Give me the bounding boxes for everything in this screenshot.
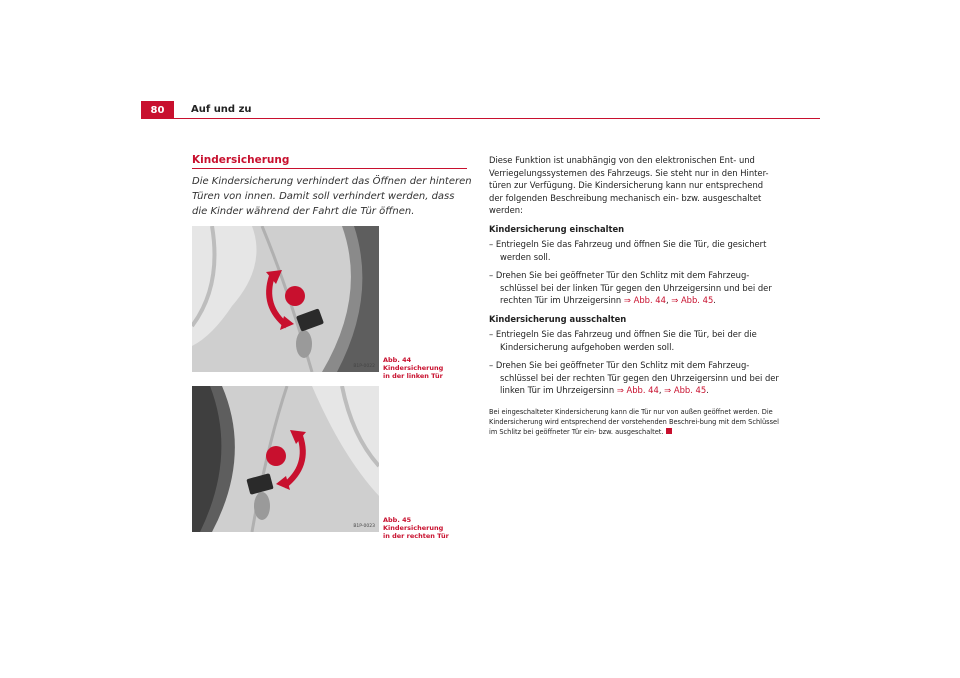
heading-lock-on: Kindersicherung einschalten	[489, 223, 625, 234]
separator: ,	[658, 385, 665, 395]
separator: ,	[665, 295, 672, 305]
caption-line: in der linken Tür	[383, 372, 443, 380]
section-title-rule	[192, 168, 467, 169]
caption-line: Abb. 44 Kindersicherung	[383, 356, 444, 372]
step-off-1: – Entriegeln Sie das Fahrzeug und öffnen Sie die Tür, bei der die Kindersicherung aufgehoben werden soll.	[489, 329, 757, 352]
caption-line: Abb. 45 Kindersicherung	[383, 516, 444, 532]
xref-abb-44[interactable]: ⇒ Abb. 44	[616, 385, 659, 395]
xref-abb-45[interactable]: ⇒ Abb. 45	[671, 295, 714, 305]
page-number: 80	[141, 101, 174, 119]
step-on-2-text: – Drehen Sie bei geöffneter Tür den Schlitz mit dem Fahrzeug-schlüssel bei der linken Tür gegen den Uhrzeigersinn und bei der rechten Tür im Uhrzeigersinn	[489, 270, 772, 305]
section-intro: Die Kindersicherung verhindert das Öffnen der hinteren Türen von innen. Damit soll verhindert werden, dass die Kinder während der Fahrt die Tür öffnen.	[192, 176, 472, 217]
figure-child-lock-right-door	[192, 386, 379, 532]
door-lock-illustration-right	[192, 386, 379, 532]
period: .	[706, 385, 709, 395]
note-content: Bei eingeschalteter Kindersicherung kann die Tür nur von außen geöffnet werden. Die Kindersicherung wird entsprechend der vorstehenden Beschrei-bung mit dem Schlüssel im Schlitz bei geöffneter Tür ein- bzw. ausgeschaltet.	[489, 407, 779, 436]
figure-code: B1P-0022	[353, 364, 375, 369]
heading-lock-off: Kindersicherung ausschalten	[489, 313, 627, 324]
note-text	[489, 407, 779, 437]
step-on-2	[489, 269, 779, 307]
xref-abb-45[interactable]: ⇒ Abb. 45	[664, 385, 707, 395]
section-title: Kindersicherung	[192, 154, 290, 166]
door-lock-illustration-left	[192, 226, 379, 372]
figure-caption	[383, 356, 473, 380]
caption-line: in der rechten Tür	[383, 532, 449, 540]
header-rule	[141, 118, 820, 119]
step-off-2	[489, 359, 779, 397]
step-off-2-text: – Drehen Sie bei geöffneter Tür den Schlitz mit dem Fahrzeug-schlüssel bei der rechten Tür gegen den Uhrzeigersinn und bei der linken Tür im Uhrzeigersinn	[489, 360, 779, 395]
xref-abb-44[interactable]: ⇒ Abb. 44	[623, 295, 666, 305]
figure-code: B1P-0023	[353, 524, 375, 529]
chapter-title: Auf und zu	[191, 104, 252, 115]
period: .	[713, 295, 716, 305]
figure-child-lock-left-door	[192, 226, 379, 372]
figure-caption	[383, 516, 473, 540]
body-intro: Diese Funktion ist unabhängig von den elektronischen Ent- und Verriegelungssystemen des Fahrzeugs. Sie steht nur in den Hinter-türen zur Verfügung. Die Kindersicherung kann nur entsprechend der folgenden Beschreibung mechanisch ein- bzw. ausgeschaltet werden:	[489, 155, 769, 215]
body-text	[489, 154, 779, 443]
end-square-icon	[666, 428, 672, 434]
step-on-1: – Entriegeln Sie das Fahrzeug und öffnen Sie die Tür, die gesichert werden soll.	[489, 239, 767, 262]
